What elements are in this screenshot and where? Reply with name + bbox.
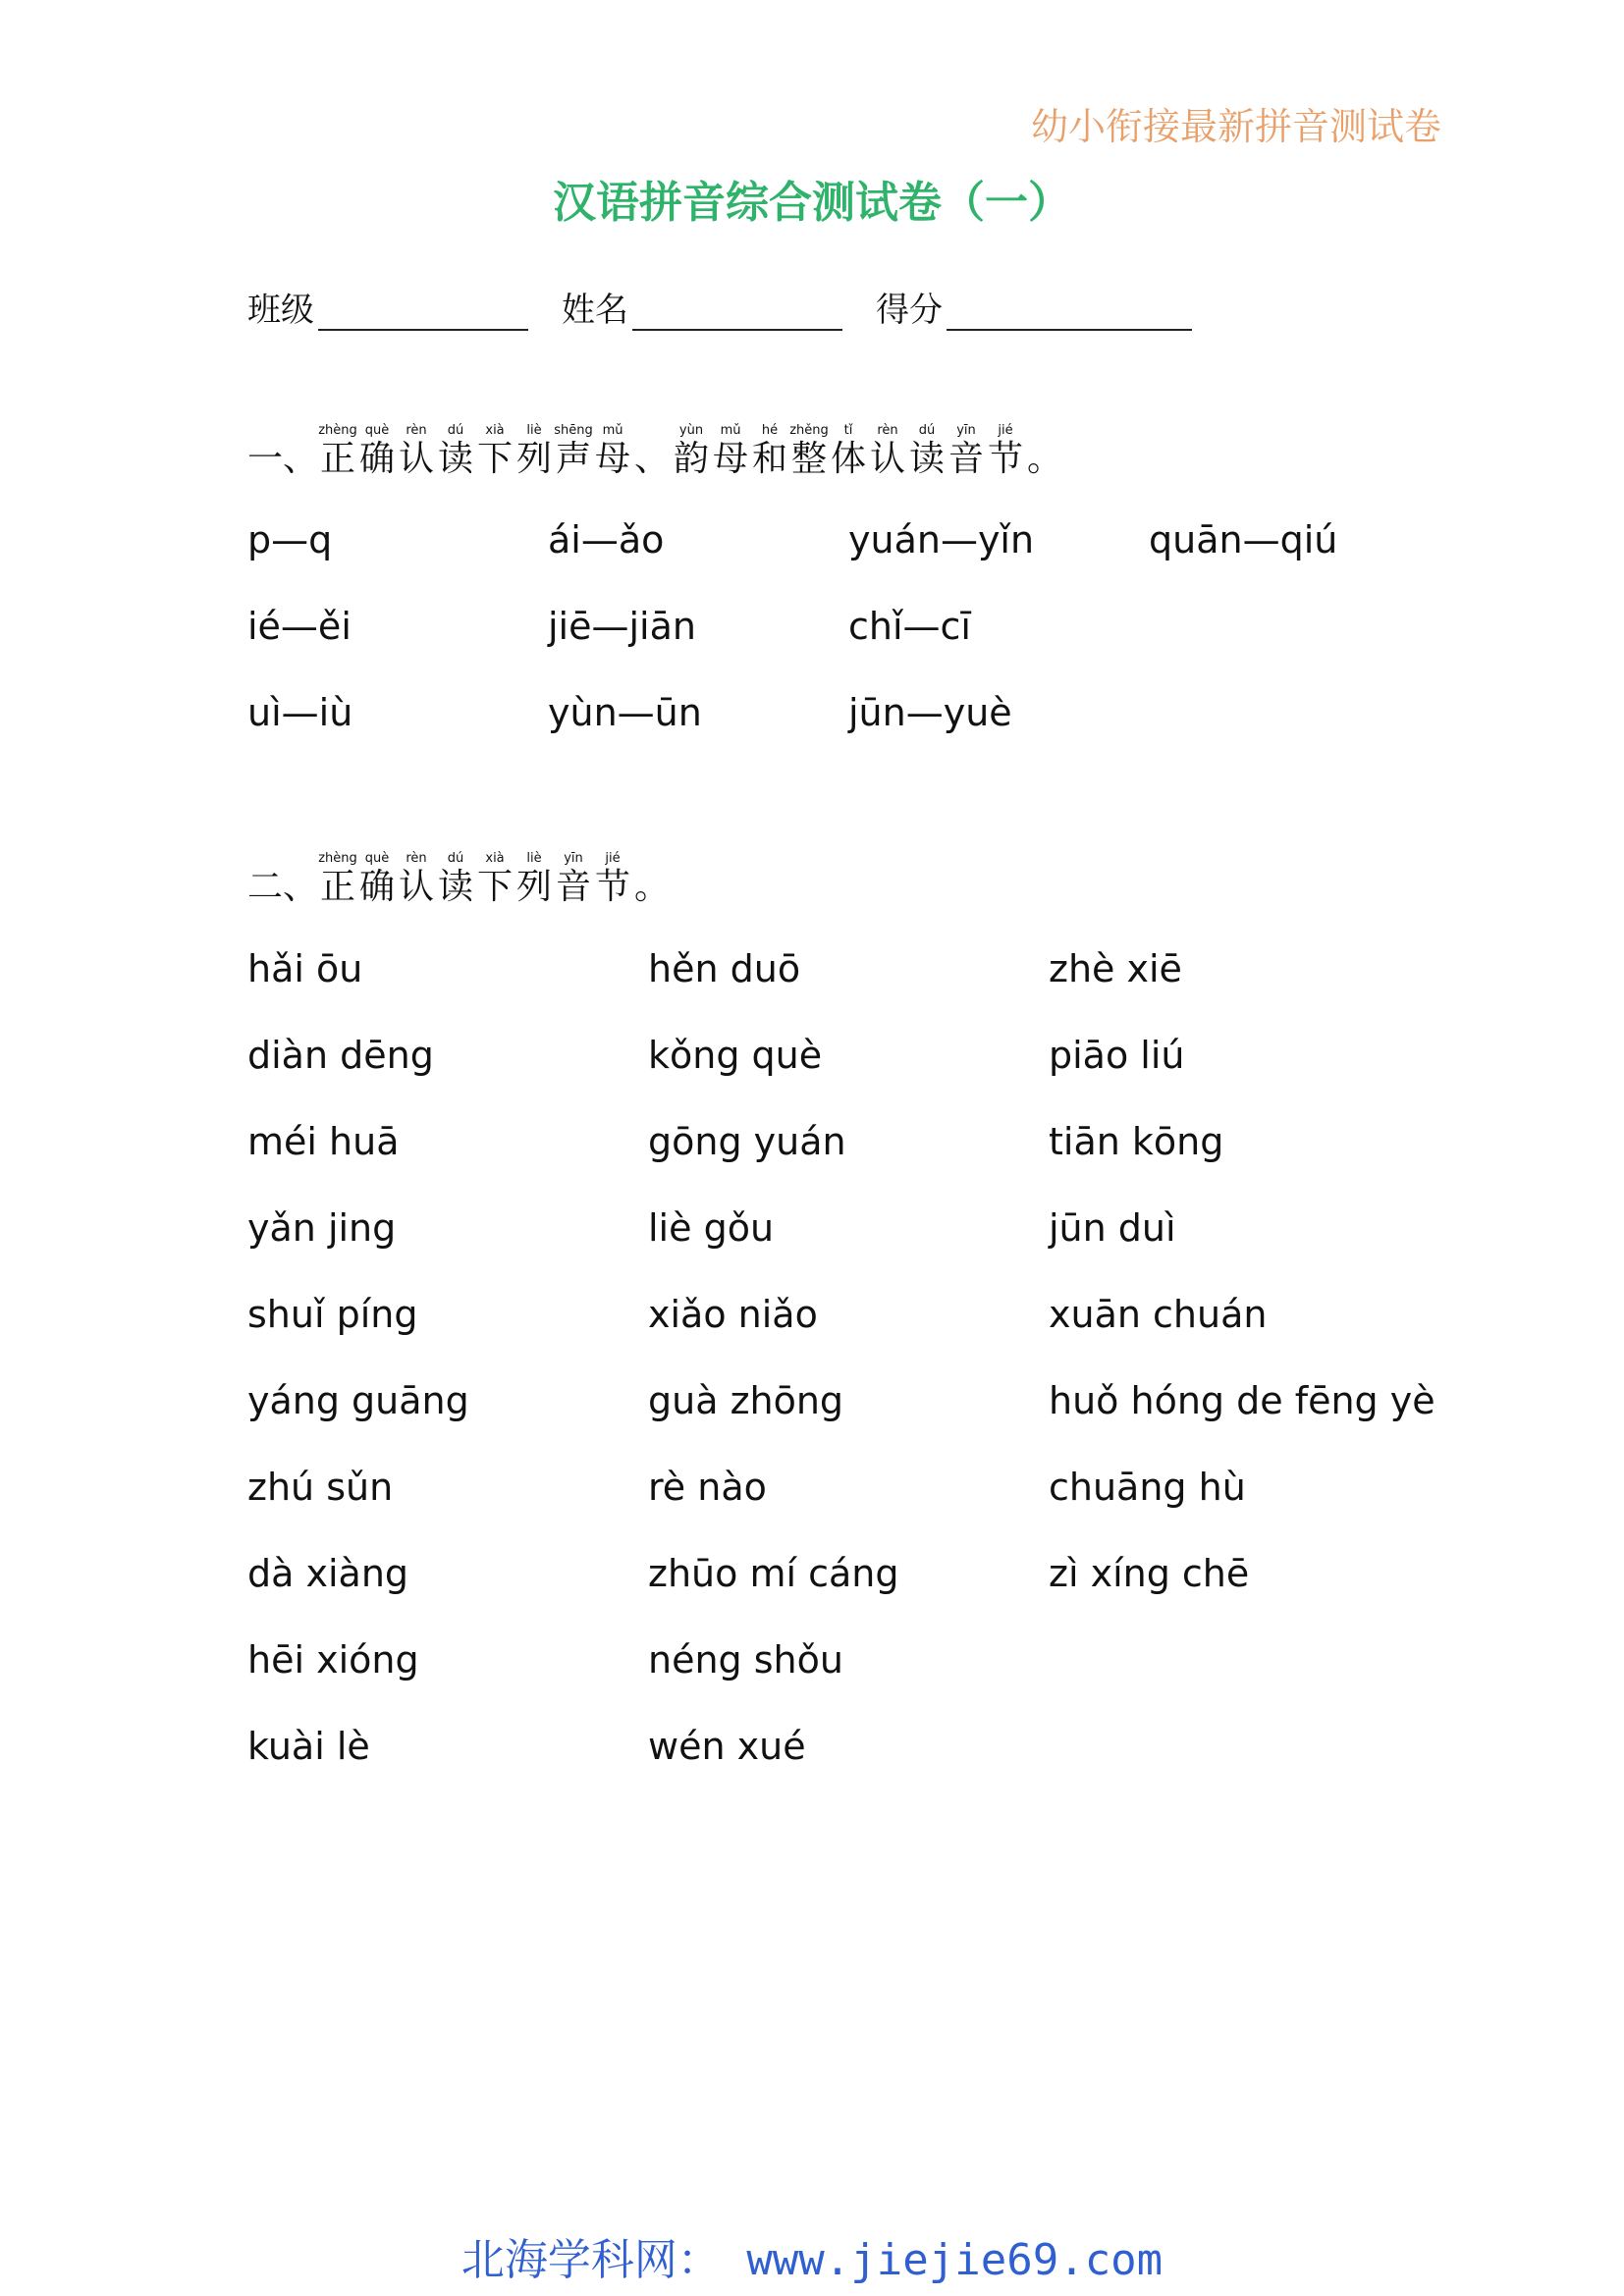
hanzi-char: 音 (948, 439, 985, 479)
ruby-char (947, 424, 986, 479)
pinyin-item: wén xué (648, 1725, 806, 1768)
hanzi-char: 列 (516, 439, 553, 479)
score-field (876, 283, 1192, 331)
hanzi-char: 认 (399, 439, 435, 479)
ruby-char (357, 852, 397, 907)
pinyin-item: zhè xiē (1049, 947, 1182, 990)
pinyin-item: chǐ—cī (848, 605, 971, 648)
ruby-char (475, 424, 514, 479)
pinyin-item: tiān kōng (1049, 1120, 1224, 1163)
ruby-char (397, 424, 436, 479)
score-label: 得分 (876, 291, 943, 330)
pinyin-annotation: què (364, 851, 390, 866)
hanzi-char: 下 (477, 867, 514, 907)
pinyin-annotation: xià (485, 423, 505, 438)
pinyin-annotation: mǔ (720, 423, 741, 438)
name-field (562, 283, 842, 331)
pinyin-item: xiǎo niǎo (648, 1293, 818, 1336)
pinyin-item: guà zhōng (648, 1379, 844, 1422)
pinyin-item: zhú sǔn (247, 1466, 394, 1509)
pinyin-annotation: dú (447, 423, 464, 438)
hanzi-char: 。 (634, 867, 671, 907)
hanzi-char: 声 (556, 439, 592, 479)
ruby-char (397, 852, 436, 907)
pinyin-annotation: tǐ (843, 423, 853, 438)
hanzi-char: 整 (791, 439, 828, 479)
header-tag: 幼小衔接最新拼音测试卷 (1031, 105, 1442, 148)
pinyin-annotation: què (364, 423, 390, 438)
hanzi-char: 正 (320, 867, 356, 907)
pinyin-item: yáng guāng (247, 1379, 469, 1422)
hanzi-char: 正 (320, 439, 356, 479)
pinyin-annotation: yīn (956, 423, 976, 438)
hanzi-char: 确 (359, 439, 396, 479)
ruby-char (593, 852, 632, 907)
pinyin-item: chuāng hù (1049, 1466, 1246, 1509)
pinyin-item: kuài lè (247, 1725, 370, 1768)
pinyin-item: uì—iù (247, 691, 353, 734)
pinyin-item: hēi xióng (247, 1638, 419, 1682)
score-blank (947, 297, 1192, 331)
pinyin-annotation: hé (761, 423, 779, 438)
pinyin-annotation: rèn (877, 423, 898, 438)
ruby-char (632, 852, 672, 907)
pinyin-annotation: xià (485, 851, 505, 866)
ruby-char (750, 424, 789, 479)
hanzi-char: 认 (399, 867, 435, 907)
pinyin-item: ái—ǎo (548, 518, 665, 561)
pinyin-annotation: dú (918, 423, 936, 438)
ruby-char (986, 424, 1025, 479)
hanzi-char: 列 (516, 867, 553, 907)
ruby-char (672, 424, 711, 479)
pinyin-item: quān—qiú (1149, 518, 1338, 561)
ruby-char (711, 424, 750, 479)
pinyin-item: liè gǒu (648, 1206, 775, 1250)
hanzi-char: 节 (988, 439, 1024, 479)
ruby-char (357, 424, 397, 479)
pinyin-annotation: yīn (564, 851, 583, 866)
hanzi-char: 读 (438, 439, 474, 479)
ruby-char (514, 852, 554, 907)
hanzi-char: 节 (595, 867, 631, 907)
pinyin-item: néng shǒu (648, 1638, 843, 1682)
pinyin-item: ié—ěi (247, 605, 352, 648)
ruby-char (907, 424, 947, 479)
pinyin-annotation: dú (447, 851, 464, 866)
pinyin-item: yuán—yǐn (848, 518, 1035, 561)
pinyin-item: p—q (247, 518, 333, 561)
ruby-char (1025, 424, 1064, 479)
section-number: 一、 (247, 439, 319, 479)
pinyin-item: piāo liú (1049, 1034, 1185, 1077)
pinyin-annotation: shēng (554, 423, 593, 438)
class-blank (318, 297, 528, 331)
section-2-heading (247, 852, 672, 907)
pinyin-annotation: liè (526, 423, 542, 438)
ruby-char (436, 852, 475, 907)
pinyin-item: jūn duì (1049, 1206, 1176, 1250)
pinyin-item: yùn—ūn (548, 691, 702, 734)
hanzi-char: 读 (438, 867, 474, 907)
hanzi-char: 母 (595, 439, 631, 479)
section-number: 二、 (247, 867, 319, 907)
ruby-char (868, 424, 907, 479)
hanzi-char: 。 (1027, 439, 1063, 479)
pinyin-annotation: rèn (406, 851, 427, 866)
hanzi-char: 确 (359, 867, 396, 907)
ruby-char (632, 424, 672, 479)
section-1-heading (247, 424, 1064, 479)
pinyin-item: kǒng què (648, 1034, 823, 1077)
class-field (247, 283, 528, 331)
hanzi-char: 认 (870, 439, 906, 479)
hanzi-char: 读 (909, 439, 946, 479)
ruby-char (475, 852, 514, 907)
pinyin-item: zhūo mí cáng (648, 1552, 899, 1595)
name-label: 姓名 (562, 291, 628, 330)
pinyin-item: hǎi ōu (247, 947, 363, 990)
pinyin-annotation: jié (998, 423, 1013, 438)
name-blank (632, 297, 842, 331)
pinyin-item: gōng yuán (648, 1120, 846, 1163)
ruby-char (829, 424, 868, 479)
pinyin-annotation: mǔ (602, 423, 623, 438)
hanzi-char: 韵 (674, 439, 710, 479)
class-label: 班级 (247, 291, 314, 330)
pinyin-annotation: zhèng (318, 423, 357, 438)
pinyin-annotation: jié (605, 851, 621, 866)
hanzi-char: 、 (634, 439, 671, 479)
page-title: 汉语拼音综合测试卷（一） (553, 178, 1071, 228)
pinyin-annotation: yùn (678, 423, 704, 438)
pinyin-item: zì xíng chē (1049, 1552, 1250, 1595)
hanzi-char: 音 (556, 867, 592, 907)
pinyin-item: méi huā (247, 1120, 400, 1163)
pinyin-item: shuǐ píng (247, 1293, 418, 1336)
pinyin-item: jiē—jiān (548, 605, 696, 648)
pinyin-annotation: liè (526, 851, 542, 866)
ruby-char (318, 424, 357, 479)
pinyin-item: jūn—yuè (848, 691, 1012, 734)
ruby-char (436, 424, 475, 479)
pinyin-annotation: zhèng (318, 851, 357, 866)
ruby-char (514, 424, 554, 479)
pinyin-annotation: zhěng (789, 423, 829, 438)
ruby-char (554, 852, 593, 907)
pinyin-item: yǎn jing (247, 1206, 397, 1250)
pinyin-item: dà xiàng (247, 1552, 409, 1595)
pinyin-annotation: rèn (406, 423, 427, 438)
hanzi-char: 下 (477, 439, 514, 479)
ruby-char (789, 424, 829, 479)
pinyin-item: hěn duō (648, 947, 801, 990)
ruby-char (593, 424, 632, 479)
footer-watermark: 北海学科网： www.jiejie69.com (460, 2235, 1164, 2285)
pinyin-item: rè nào (648, 1466, 767, 1509)
pinyin-item: huǒ hóng de fēng yè (1049, 1379, 1435, 1422)
hanzi-char: 和 (752, 439, 788, 479)
ruby-char (318, 852, 357, 907)
ruby-char (554, 424, 593, 479)
hanzi-char: 体 (831, 439, 867, 479)
hanzi-char: 母 (713, 439, 749, 479)
pinyin-item: diàn dēng (247, 1034, 434, 1077)
pinyin-item: xuān chuán (1049, 1293, 1268, 1336)
